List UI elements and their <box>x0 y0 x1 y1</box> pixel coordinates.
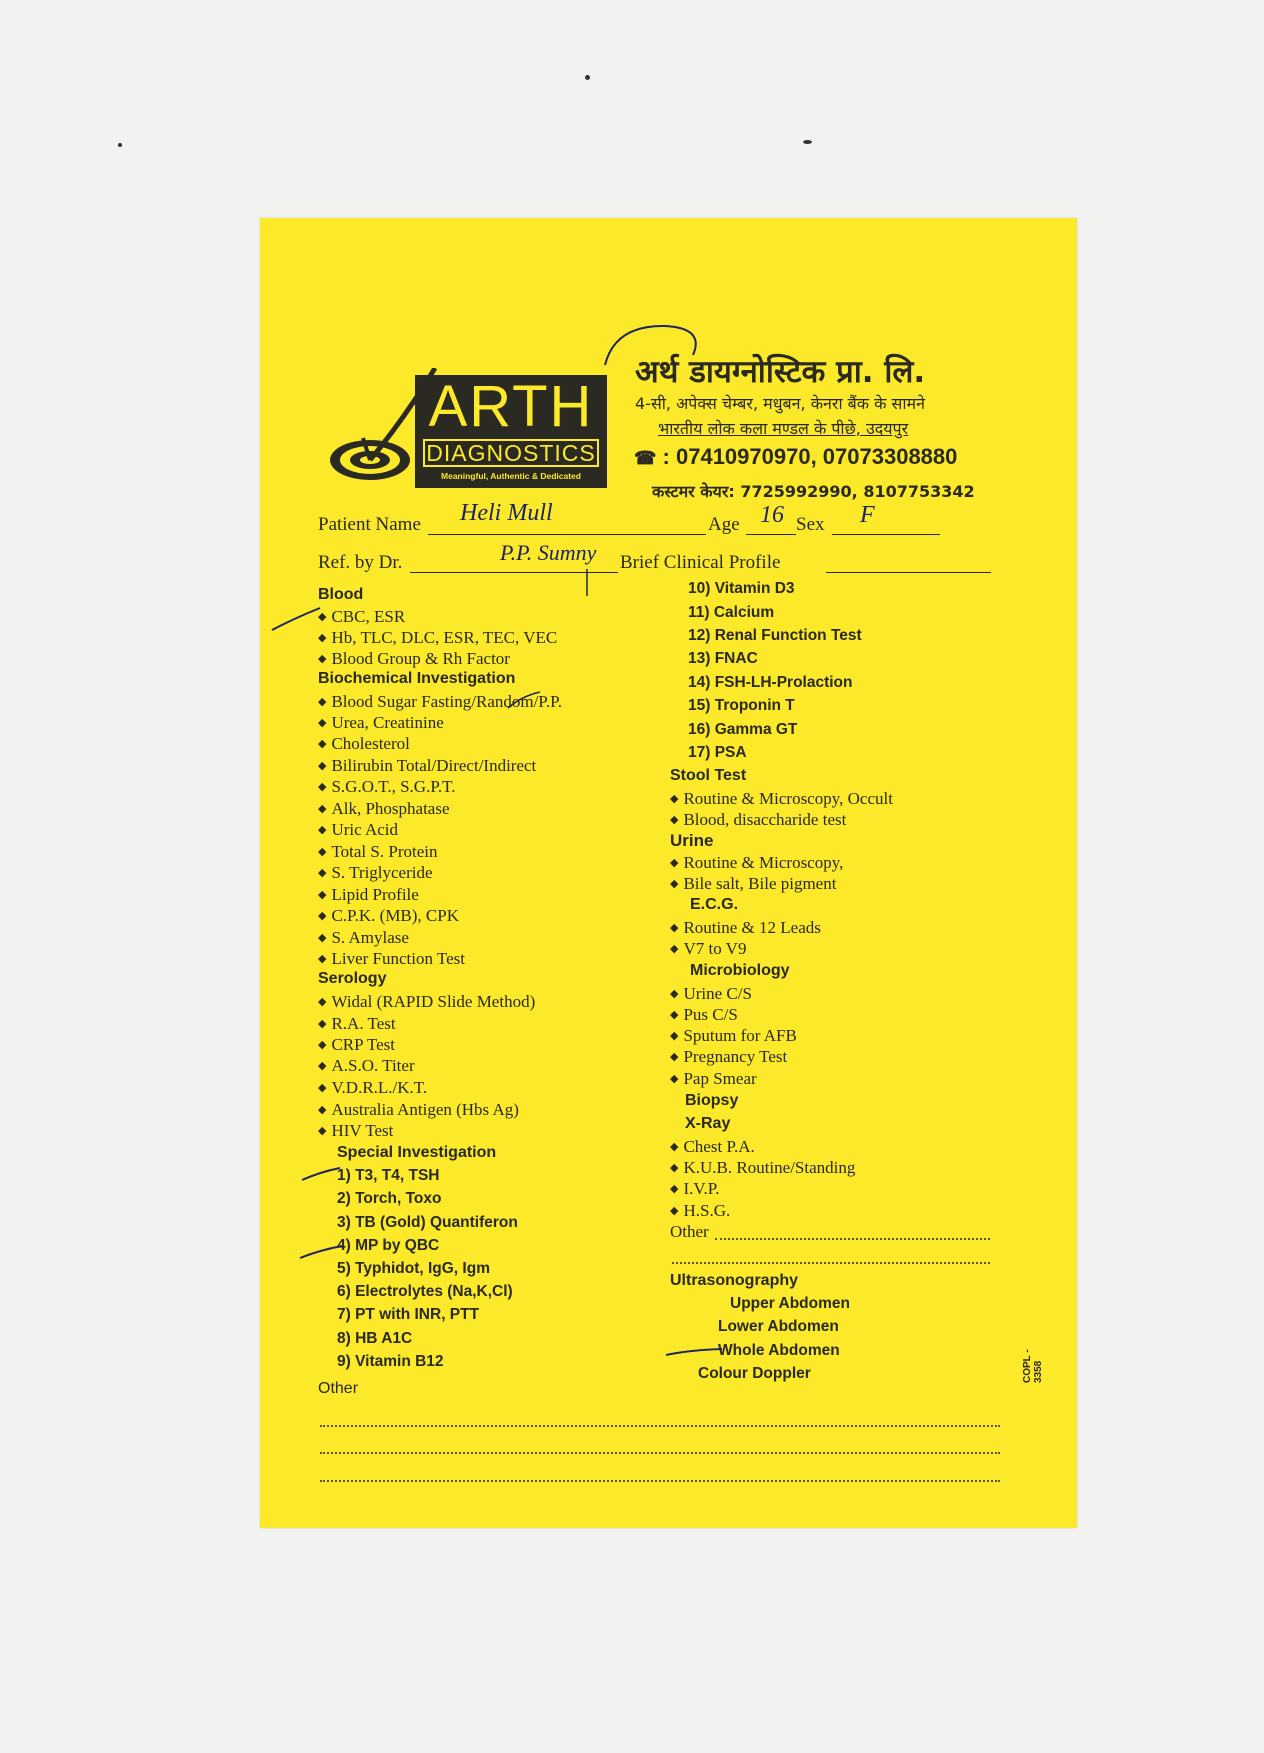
special-item[interactable]: 11) Calcium <box>688 604 775 621</box>
special-item[interactable]: 4) MP by QBC <box>337 1237 440 1254</box>
patient-name-label: Patient Name <box>318 514 421 535</box>
pen-circle-mark <box>595 320 715 390</box>
usg-item[interactable]: Upper Abdomen <box>730 1295 850 1312</box>
test-item[interactable]: ◆ V.D.R.L./K.T. <box>318 1078 428 1097</box>
test-item[interactable]: ◆ Pus C/S <box>670 1005 738 1024</box>
sex-label: Sex <box>796 514 825 535</box>
special-item[interactable]: 16) Gamma GT <box>688 721 798 738</box>
test-item[interactable]: ◆ Routine & Microscopy, Occult <box>670 789 893 808</box>
form-code: COPL - 3358 <box>1022 1349 1044 1383</box>
test-item[interactable]: ◆ Routine & 12 Leads <box>670 918 821 937</box>
special-item[interactable]: 6) Electrolytes (Na,K,Cl) <box>337 1283 513 1300</box>
test-item[interactable]: ◆ Widal (RAPID Slide Method) <box>318 992 536 1011</box>
age-label: Age <box>708 514 740 535</box>
test-item[interactable]: ◆ Sputum for AFB <box>670 1026 797 1045</box>
other-line-3 <box>320 1480 1000 1482</box>
section-microbiology: Microbiology <box>690 962 790 979</box>
test-item[interactable]: ◆ H.S.G. <box>670 1201 731 1220</box>
patient-name-value: Heli Mull <box>460 500 553 526</box>
test-item[interactable]: ◆ K.U.B. Routine/Standing <box>670 1158 856 1177</box>
other-label-left: Other <box>318 1380 359 1397</box>
section-biochemical: Biochemical Investigation <box>318 670 516 687</box>
special-item[interactable]: 14) FSH-LH-Prolaction <box>688 674 853 691</box>
usg-item[interactable]: Whole Abdomen <box>718 1342 840 1359</box>
test-item[interactable]: ◆ S.G.O.T., S.G.P.T. <box>318 777 456 796</box>
brand-logo <box>415 375 607 488</box>
test-item[interactable]: ◆ A.S.O. Titer <box>318 1056 415 1075</box>
test-item[interactable]: ◆ Uric Acid <box>318 820 399 839</box>
test-item[interactable]: ◆ Bile salt, Bile pigment <box>670 874 837 893</box>
customer-care: कस्टमर केयर: 7725992990, 8107753342 <box>652 482 975 501</box>
special-item[interactable]: 9) Vitamin B12 <box>337 1353 444 1370</box>
test-item[interactable]: ◆ CBC, ESR <box>318 607 406 626</box>
address-line-1: 4-सी, अपेक्स चेम्बर, मधुबन, केनरा बैंक के सामने <box>635 394 925 413</box>
test-item[interactable]: ◆ Blood Sugar Fasting/Random/P.P. <box>318 692 562 711</box>
section-xray: X-Ray <box>685 1115 731 1132</box>
test-item[interactable]: ◆ Chest P.A. <box>670 1137 755 1156</box>
test-item[interactable]: ◆ Total S. Protein <box>318 842 438 861</box>
speck <box>118 143 122 147</box>
other-line-1 <box>320 1425 1000 1427</box>
other-line-right-2 <box>672 1262 990 1264</box>
test-item[interactable]: ◆ CRP Test <box>318 1035 395 1054</box>
special-item[interactable]: 8) HB A1C <box>337 1330 413 1347</box>
special-item[interactable]: 13) FNAC <box>688 650 758 667</box>
special-item[interactable]: 1) T3, T4, TSH <box>337 1167 440 1184</box>
test-item[interactable]: ◆ Liver Function Test <box>318 949 466 968</box>
section-blood: Blood <box>318 586 364 603</box>
test-item[interactable]: ◆ Australia Antigen (Hbs Ag) <box>318 1100 519 1119</box>
other-line-2 <box>320 1452 1000 1454</box>
section-biopsy[interactable]: Biopsy <box>685 1092 739 1109</box>
special-item[interactable]: 17) PSA <box>688 744 747 761</box>
address-line-2: भारतीय लोक कला मण्डल के पीछे, उदयपुर <box>658 419 909 438</box>
phone-text: : 07410970970, 07073308880 <box>662 444 958 469</box>
sex-line <box>832 534 940 535</box>
test-item[interactable]: ◆ Hb, TLC, DLC, ESR, TEC, VEC <box>318 628 558 647</box>
patient-name-line <box>428 534 706 535</box>
section-ecg: E.C.G. <box>690 896 739 913</box>
section-special-investigation: Special Investigation <box>337 1144 497 1161</box>
brand-sub <box>423 439 599 467</box>
phone-icon: ☎ <box>634 448 657 468</box>
special-item[interactable]: 12) Renal Function Test <box>688 627 862 644</box>
brand-sub-text: DIAGNOSTICS <box>426 440 596 466</box>
section-stool: Stool Test <box>670 767 747 784</box>
test-item[interactable]: ◆ Bilirubin Total/Direct/Indirect <box>318 756 537 775</box>
test-item[interactable]: ◆ Alk, Phosphatase <box>318 799 450 818</box>
ref-doctor-value: P.P. Sumny <box>500 540 597 565</box>
section-urine: Urine <box>670 831 714 850</box>
usg-item[interactable]: Lower Abdomen <box>718 1318 839 1335</box>
ref-doctor-label: Ref. by Dr. <box>318 552 403 573</box>
test-item[interactable]: ◆ S. Triglyceride <box>318 863 433 882</box>
special-item[interactable]: 5) Typhidot, IgG, Igm <box>337 1260 490 1277</box>
speck <box>585 75 590 80</box>
test-item[interactable]: ◆ HIV Test <box>318 1121 394 1140</box>
brand-name: ARTH <box>428 374 594 439</box>
test-item[interactable]: ◆ Pap Smear <box>670 1069 757 1088</box>
test-item[interactable]: ◆ Blood, disaccharide test <box>670 810 847 829</box>
test-item[interactable]: ◆ Urea, Creatinine <box>318 713 444 732</box>
test-item[interactable]: ◆ I.V.P. <box>670 1179 720 1198</box>
special-item[interactable]: 10) Vitamin D3 <box>688 580 795 597</box>
test-item[interactable]: ◆ Routine & Microscopy, <box>670 853 844 872</box>
ref-doctor-line <box>410 572 618 573</box>
age-line <box>746 534 796 535</box>
usg-item[interactable]: Colour Doppler <box>698 1365 811 1382</box>
other-line-right-1 <box>715 1238 990 1240</box>
company-name-hindi: अर्थ डायग्नोस्टिक प्रा. लि. <box>635 354 926 390</box>
section-serology: Serology <box>318 970 387 987</box>
special-item[interactable]: 7) PT with INR, PTT <box>337 1306 480 1323</box>
clinical-profile-line <box>826 572 991 573</box>
test-item[interactable]: ◆ Blood Group & Rh Factor <box>318 649 510 668</box>
test-item[interactable]: ◆ Cholesterol <box>318 734 410 753</box>
other-label-right: Other <box>670 1222 709 1241</box>
sex-value: F <box>860 502 875 528</box>
brand-tagline: Meaningful, Authentic & Dedicated <box>441 471 581 481</box>
section-ultrasonography: Ultrasonography <box>670 1272 799 1289</box>
special-item[interactable]: 3) TB (Gold) Quantiferon <box>337 1214 518 1231</box>
test-item[interactable]: ◆ R.A. Test <box>318 1014 396 1033</box>
special-item[interactable]: 2) Torch, Toxo <box>337 1190 442 1207</box>
age-value: 16 <box>760 502 784 528</box>
test-item[interactable]: ◆ Urine C/S <box>670 984 752 1003</box>
speck <box>803 140 812 144</box>
test-item[interactable]: ◆ Lipid Profile <box>318 885 419 904</box>
test-item[interactable]: ◆ Pregnancy Test <box>670 1047 788 1066</box>
test-item[interactable]: ◆ S. Amylase <box>318 928 409 947</box>
test-item[interactable]: ◆ C.P.K. (MB), CPK <box>318 906 460 925</box>
test-item[interactable]: ◆ V7 to V9 <box>670 939 747 958</box>
special-item[interactable]: 15) Troponin T <box>688 697 795 714</box>
requisition-form <box>260 218 1077 1528</box>
clinical-profile-label: Brief Clinical Profile <box>620 552 781 573</box>
phone-numbers <box>634 444 957 470</box>
